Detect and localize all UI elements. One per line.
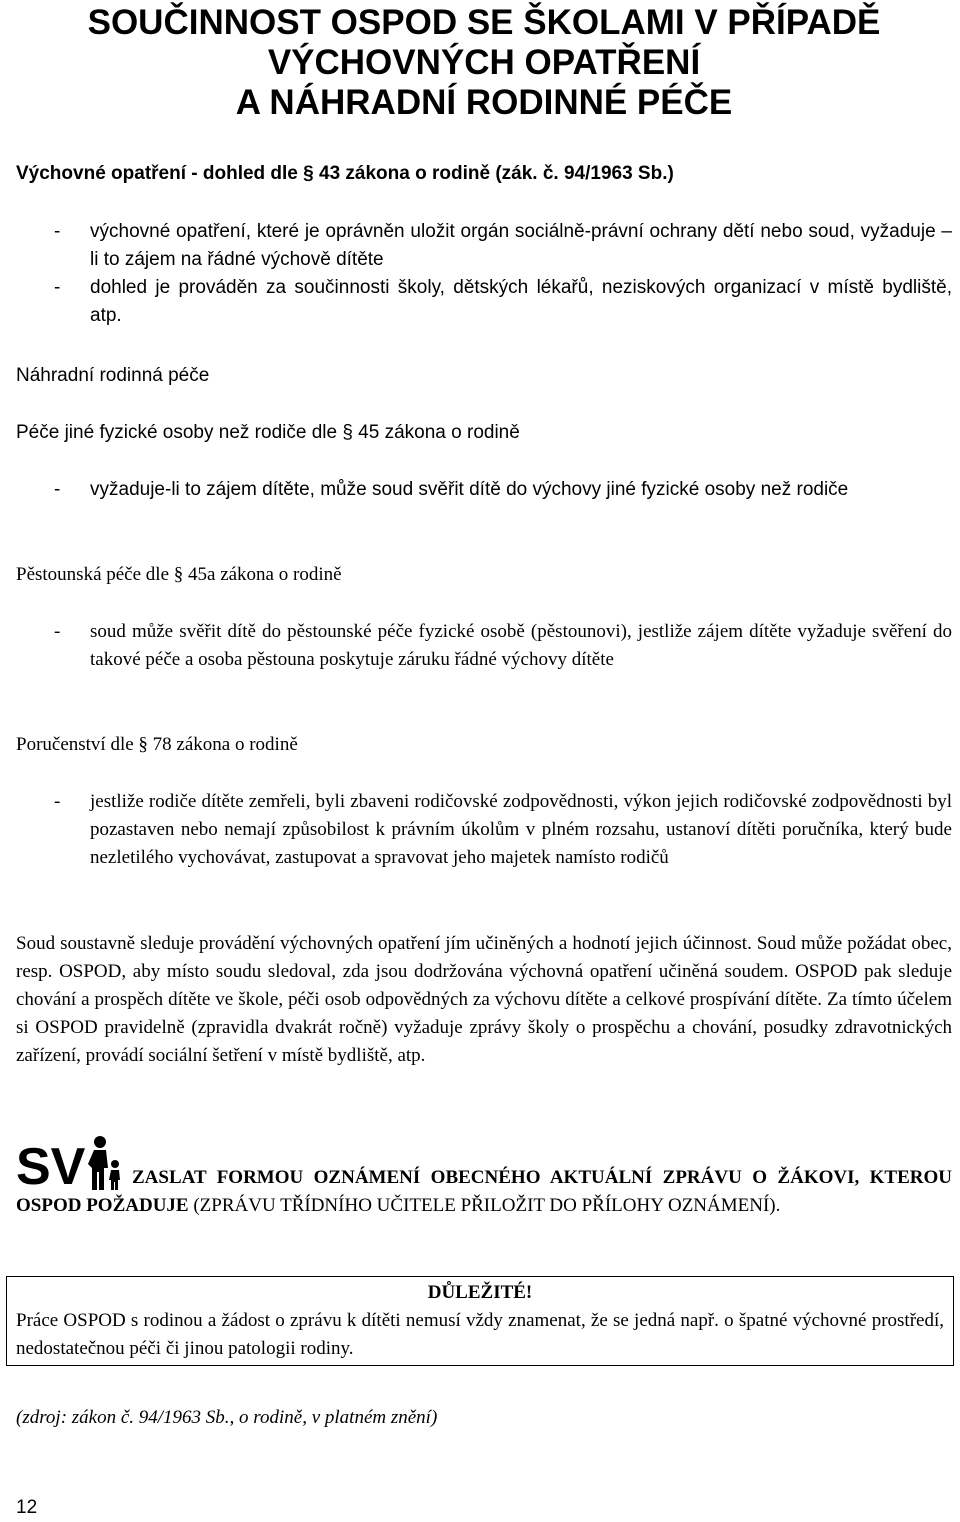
list-dash: - [54,221,61,242]
list-dash: - [54,791,61,812]
list-item-text: jestliže rodiče dítěte zemřeli, byli zbaveni rodičovské zodpovědnosti, výkon jejich rodičovské zodpovědnosti byl pozastaven nebo nemají způsobilost k právním úkolům v plném rozsahu, ustanoví dítěti poručníka, který bude nezletilého vychovávat, zastupovat a spravovat jeho majetek namísto rodičů [90,791,952,868]
list-item-text: vyžaduje-li to zájem dítěte, může soud svěřit dítě do výchovy jiné fyzické osoby než rodiče [90,479,849,500]
list-dash: - [54,621,61,642]
list-item [16,788,952,872]
list-item-text: soud může svěřit dítě do pěstounské péče fyzické osobě (pěstounovi), jestliže zájem dítěte vyžaduje svěření do takové péče a osoba pěstouna poskytuje záruku řádné výchovy dítěte [90,621,952,670]
court-paragraph: Soud soustavně sleduje provádění výchovných opatření jím učiněných a hodnotí jejich účinnost. Soud může požádat obec, resp. OSPOD, aby místo soudu sledoval, zda jsou dodržována výchovná opatření učiněná soudem. OSPOD pak sleduje chování a prospěch dítěte ve škole, péči osob odpovědných za výchovu dítěte a celkové prospívání dítěte. Za tímto účelem si OSPOD pravidelně (zpravidla dvakrát ročně) vyžaduje zprávy školy o prospěchu a chování, posudky zdravotnických zařízení, provádí sociální šetření v místě bydliště, atp. [16,933,952,1066]
list-dash: - [54,479,61,500]
list-item-text: výchovné opatření, které je oprávněn uložit orgán sociálně-právní ochrany dětí nebo soud, vyžaduje –li to zájem na řádné výchově dítěte [90,221,952,270]
logo-text: SV [16,1138,86,1192]
foster-care-heading: Pěstounská péče dle § 45a zákona o rodině [16,564,342,585]
list-item-text: dohled je prováděn za součinnosti školy, dětských lékařů, neziskových organizací v místě bydliště, atp. [90,277,952,326]
title-line-1: SOUČINNOST OSPOD SE ŠKOLAMI V PŘÍPADĚ [87,3,881,42]
page-title [16,3,952,123]
important-text: Práce OSPOD s rodinou a žádost o zprávu k dítěti nemusí vždy znamenat, že se jedná např. o špatné výchovné prostředí, nedostatečnou péči či jinou patologii rodiny. [16,1310,944,1359]
important-box [6,1276,954,1366]
title-line-2: VÝCHOVNÝCH OPATŘENÍ [267,43,701,82]
guardianship-list [16,788,952,872]
list-item [16,476,952,504]
educational-measure-list [16,218,952,330]
guardianship-heading: Poručenství dle § 78 zákona o rodině [16,734,298,755]
title-line-3: A NÁHRADNÍ RODINNÉ PÉČE [235,83,733,122]
notice-bold-text: ZASLAT FORMOU OZNÁMENÍ OBECNÉHO AKTUÁLNÍ ZPRÁVU O ŽÁKOVI, KTEROU OSPOD POŽADUJE [16,1167,952,1216]
list-item [16,618,952,674]
educational-measure-heading: Výchovné opatření - dohled dle § 43 zákona o rodině (zák. č. 94/1963 Sb.) [16,163,674,184]
notice-paragraph [16,1164,952,1220]
substitute-care-heading: Náhradní rodinná péče [16,365,210,386]
list-item [16,218,952,274]
list-dash: - [54,277,61,298]
page-number: 12 [16,1497,38,1518]
care-other-heading: Péče jiné fyzické osoby než rodiče dle § 45 zákona o rodině [16,422,520,443]
important-heading: DŮLEŽITÉ! [427,1282,533,1303]
source-note: (zdroj: zákon č. 94/1963 Sb., o rodině, v platném znění) [16,1407,438,1428]
notice-normal-text: (ZPRÁVU TŘÍDNÍHO UČITELE PŘILOŽIT DO PŘÍLOHY OZNÁMENÍ). [188,1195,781,1216]
list-item [16,274,952,330]
care-other-list [16,476,952,504]
foster-care-list [16,618,952,674]
